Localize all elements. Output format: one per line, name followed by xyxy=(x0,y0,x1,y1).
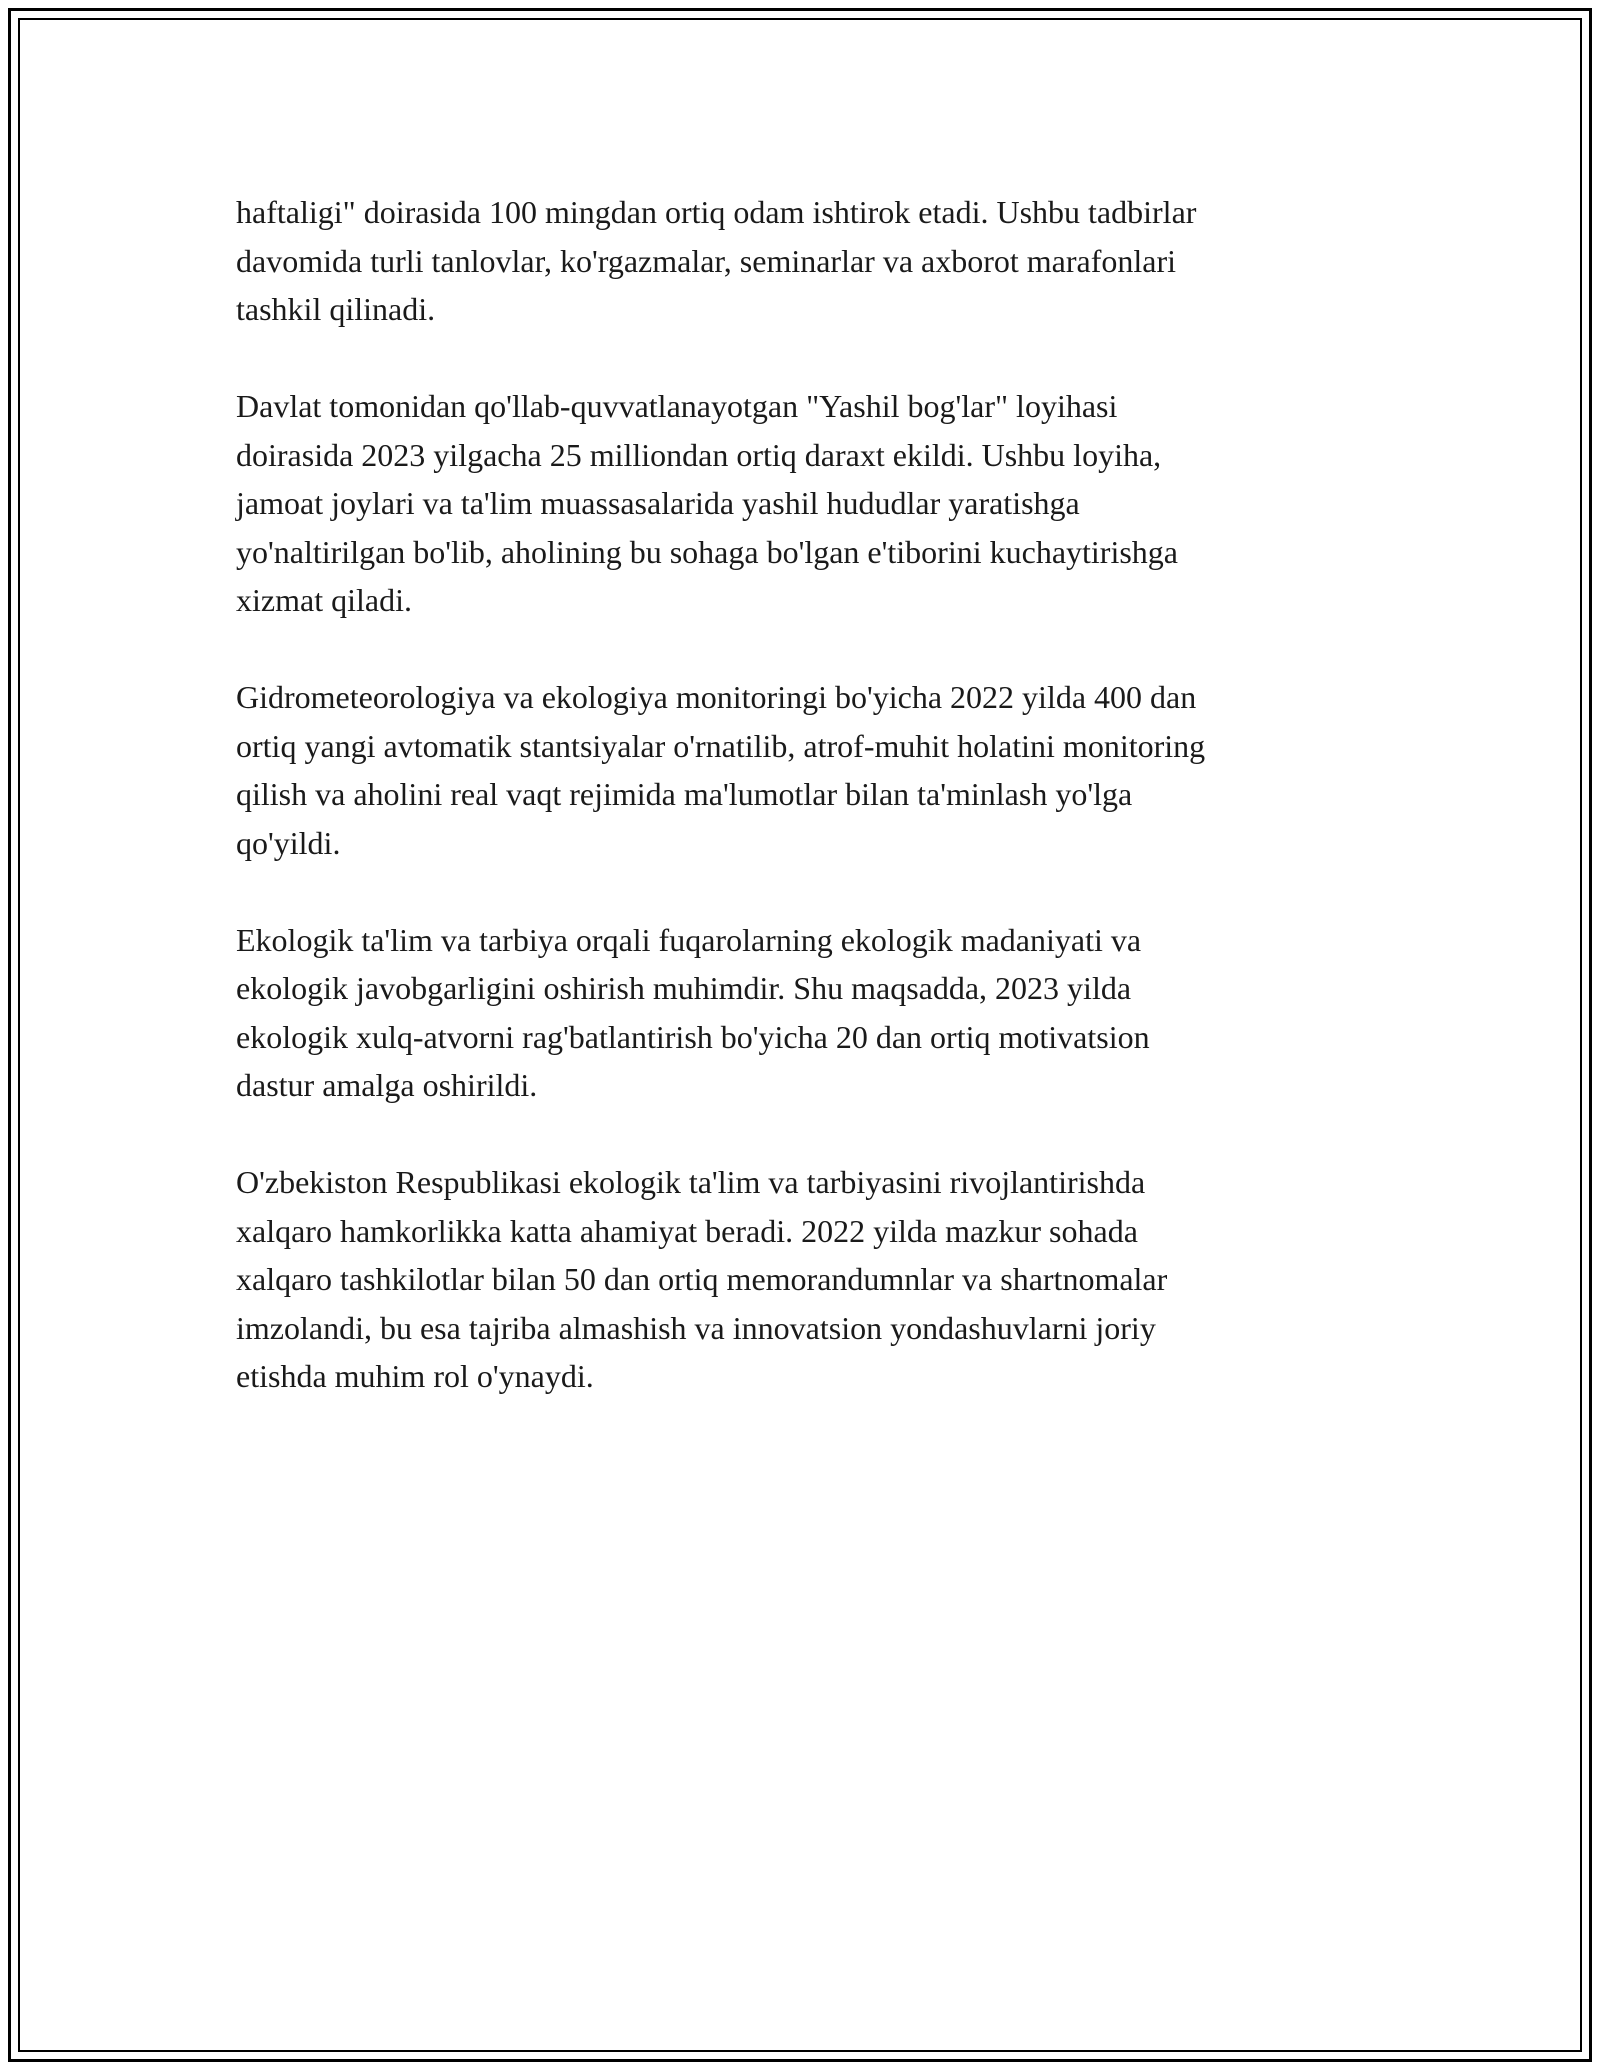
text-line: xizmat qiladi. xyxy=(236,582,412,618)
text-line: qilish va aholini real vaqt rejimida ma'lumotlar bilan ta'minlash yo'lga xyxy=(236,776,1133,812)
document-body xyxy=(236,188,1366,1449)
text-line: Davlat tomonidan qo'llab-quvvatlanayotgan "Yashil bog'lar" loyihasi xyxy=(236,388,1118,424)
text-line: O'zbekiston Respublikasi ekologik ta'lim va tarbiyasini rivojlantirishda xyxy=(236,1164,1146,1200)
text-line: Ekologik ta'lim va tarbiya orqali fuqarolarning ekologik madaniyati va xyxy=(236,921,1142,958)
text-line: ortiq yangi avtomatik stantsiyalar o'rnatilib, atrof-muhit holatini monitoring xyxy=(236,727,1206,764)
text-line: ekologik xulq-atvorni rag'batlantirish bo'yicha 20 dan ortiq motivatsion xyxy=(236,1018,1150,1055)
paragraph-4 xyxy=(236,916,1366,1110)
text-line: haftaligi" doirasida 100 mingdan ortiq odam ishtirok etadi. Ushbu tadbirlar xyxy=(236,194,1197,230)
text-line: xalqaro hamkorlikka katta ahamiyat beradi. 2022 yilda mazkur sohada xyxy=(236,1212,1138,1249)
text-line: etishda muhim rol o'ynaydi. xyxy=(236,1358,594,1394)
paragraph-5 xyxy=(236,1158,1366,1401)
text-line: doirasida 2023 yilgacha 25 milliondan ortiq daraxt ekildi. Ushbu loyiha, xyxy=(236,436,1162,473)
text-line: dastur amalga oshirildi. xyxy=(236,1067,538,1103)
text-line: ekologik javobgarligini oshirish muhimdir. Shu maqsadda, 2023 yilda xyxy=(236,970,1132,1006)
text-line: Gidrometeorologiya va ekologiya monitoringi bo'yicha 2022 yilda 400 dan xyxy=(236,679,1197,715)
text-line: davomida turli tanlovlar, ko'rgazmalar, seminarlar va axborot marafonlari xyxy=(236,242,1177,279)
paragraph-2 xyxy=(236,382,1366,625)
text-line: jamoat joylari va ta'lim muassasalarida yashil hududlar yaratishga xyxy=(236,485,1080,521)
text-line: yo'naltirilgan bo'lib, aholining bu sohaga bo'lgan e'tiborini kuchaytirishga xyxy=(236,533,1178,570)
paragraph-1 xyxy=(236,188,1366,334)
text-line: imzolandi, bu esa tajriba almashish va innovatsion yondashuvlarni joriy xyxy=(236,1309,1156,1346)
text-line: tashkil qilinadi. xyxy=(236,291,436,327)
text-line: qo'yildi. xyxy=(236,824,341,861)
text-line: xalqaro tashkilotlar bilan 50 dan ortiq memorandumnlar va shartnomalar xyxy=(236,1261,1168,1297)
paragraph-3 xyxy=(236,673,1366,867)
